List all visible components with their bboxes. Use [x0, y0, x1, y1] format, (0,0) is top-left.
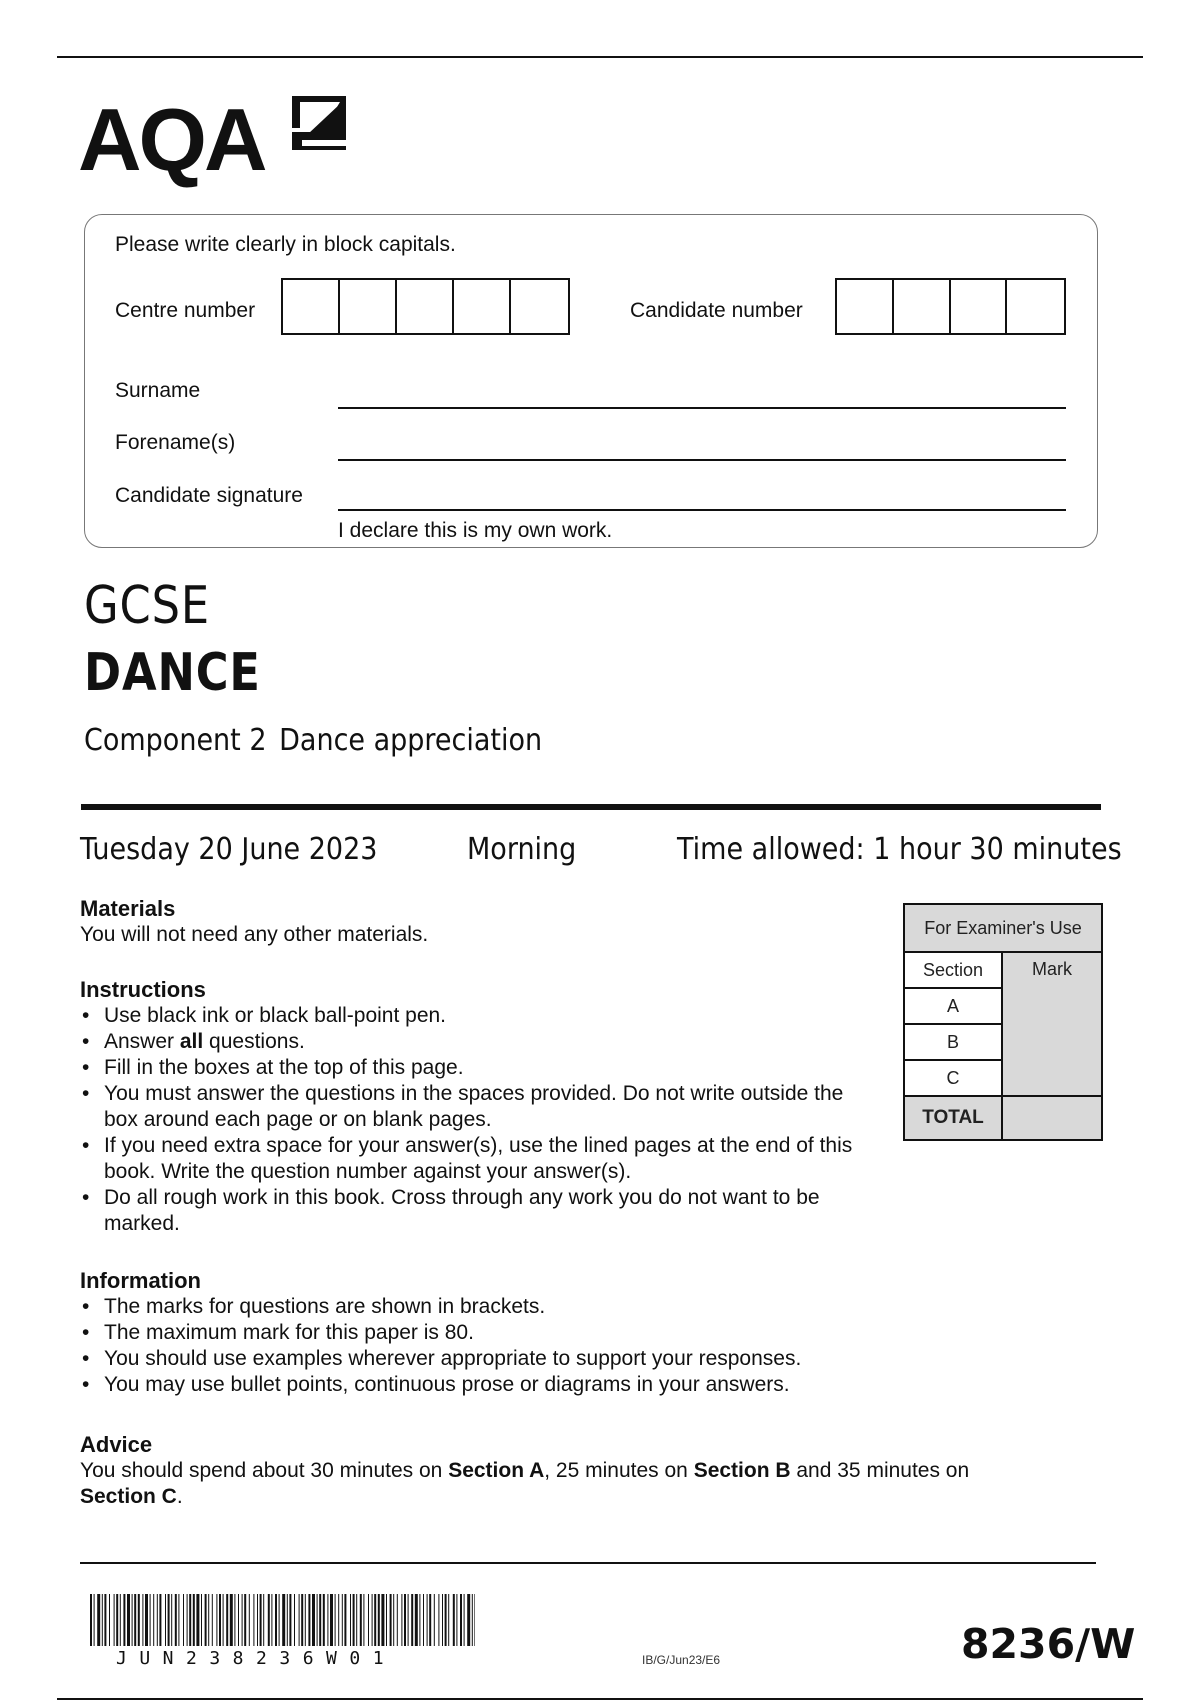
aqa-logo-mark-icon [282, 90, 352, 154]
instructions-section [80, 977, 880, 1237]
component-number: Component 2 [84, 723, 267, 758]
candidate-details-box [84, 214, 1098, 548]
instruction-item: • Answer all questions. [82, 1030, 305, 1053]
centre-number-label: Centre number [115, 299, 256, 322]
section-row-label: C [904, 1060, 1002, 1096]
centre-number-digit[interactable] [511, 280, 568, 333]
materials-section [80, 896, 860, 948]
section-row-label: A [904, 988, 1002, 1024]
instructions-list [80, 1003, 880, 1237]
section-column-header: Section [904, 952, 1002, 988]
exam-date: Tuesday 20 June 2023 [80, 832, 378, 867]
instruction-item: • Use black ink or black ball-point pen. [82, 1004, 447, 1027]
barcode-icon [90, 1594, 475, 1646]
paper-code: 8236/W [961, 1620, 1136, 1668]
total-label: TOTAL [904, 1096, 1002, 1140]
declaration-text: I declare this is my own work. [338, 519, 613, 542]
advice-heading: Advice [80, 1432, 153, 1457]
signature-label: Candidate signature [115, 484, 303, 507]
materials-text: You will not need any other materials. [80, 923, 429, 946]
forenames-label: Forename(s) [115, 431, 236, 454]
time-allowed: Time allowed: 1 hour 30 minutes [677, 832, 1122, 867]
logo-text: AQA [78, 90, 265, 189]
surname-field[interactable] [338, 407, 1066, 409]
section-row-label: B [904, 1024, 1002, 1060]
title-divider [81, 804, 1101, 810]
candidate-number-digit[interactable] [951, 280, 1008, 333]
information-item: • The marks for questions are shown in brackets. [82, 1295, 546, 1318]
aqa-logo [78, 88, 353, 188]
barcode-text: JUN238236W01 [116, 1648, 397, 1669]
information-item: • You should use examples wherever appropriate to support your responses. [82, 1347, 802, 1370]
reference-code: IB/G/Jun23/E6 [642, 1653, 721, 1667]
component-name: Dance appreciation [279, 723, 543, 758]
materials-heading: Materials [80, 896, 176, 921]
block-capitals-instruction: Please write clearly in block capitals. [115, 233, 456, 256]
total-mark-cell [1002, 1096, 1102, 1140]
advice-section [80, 1432, 1040, 1510]
signature-field[interactable] [338, 509, 1066, 511]
centre-number-digit[interactable] [397, 280, 454, 333]
centre-number-digit[interactable] [283, 280, 340, 333]
top-rule [57, 56, 1143, 58]
examiner-table-title: For Examiner's Use [904, 904, 1102, 952]
candidate-number-digit[interactable] [1007, 280, 1064, 333]
centre-number-boxes[interactable] [281, 278, 570, 335]
centre-number-digit[interactable] [340, 280, 397, 333]
candidate-number-digit[interactable] [894, 280, 951, 333]
instruction-item: • If you need extra space for your answer(s), use the lined pages at the end of this book. Write the question number against your answer(s). [82, 1134, 853, 1183]
information-item: • You may use bullet points, continuous prose or diagrams in your answers. [82, 1373, 790, 1396]
mark-column-header: Mark [1002, 952, 1102, 1096]
instructions-heading: Instructions [80, 977, 206, 1002]
information-list [80, 1294, 900, 1398]
surname-label: Surname [115, 379, 201, 402]
forenames-field[interactable] [338, 459, 1066, 461]
exam-session: Morning [467, 832, 577, 867]
candidate-number-label: Candidate number [630, 299, 803, 322]
candidate-number-digit[interactable] [837, 280, 894, 333]
instruction-item: • Fill in the boxes at the top of this page. [82, 1056, 464, 1079]
centre-number-digit[interactable] [454, 280, 511, 333]
information-item: • The maximum mark for this paper is 80. [82, 1321, 474, 1344]
information-section [80, 1268, 900, 1398]
component-title [84, 723, 543, 758]
qualification-title: GCSE [84, 576, 210, 636]
instruction-item: • You must answer the questions in the spaces provided. Do not write outside the box around each page or on blank pages. [82, 1082, 844, 1131]
subject-title: DANCE [84, 643, 261, 703]
advice-text: You should spend about 30 minutes on Section A, 25 minutes on Section B and 35 minutes on Section C. [80, 1459, 970, 1508]
information-heading: Information [80, 1268, 201, 1293]
footer-divider [80, 1562, 1096, 1564]
candidate-number-boxes[interactable] [835, 278, 1066, 335]
examiner-use-table [903, 903, 1103, 1141]
instruction-item: • Do all rough work in this book. Cross through any work you do not want to be marked. [82, 1186, 820, 1235]
